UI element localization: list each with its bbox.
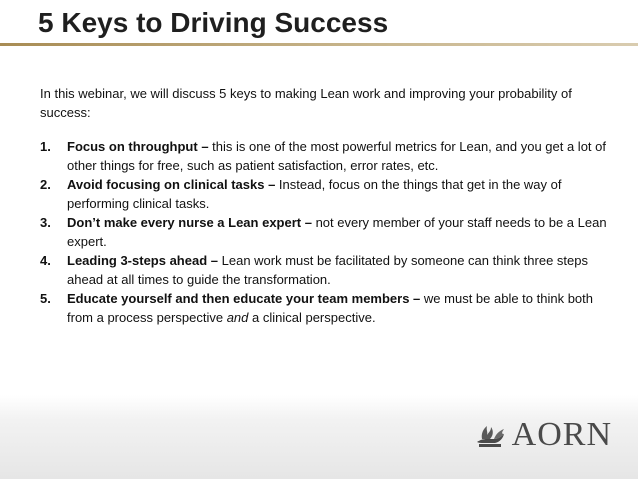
key-separator: – [301, 215, 316, 230]
key-description: Lean work must be facilitated by someone can think three steps ahead at all times to guide the transformation. [67, 253, 588, 287]
key-item-3 [40, 214, 616, 251]
key-separator: – [409, 291, 424, 306]
logo-text: AORN [511, 416, 612, 453]
key-title: Educate yourself and then educate your team members [67, 291, 410, 306]
key-emphasis: and [226, 309, 249, 325]
key-title: Focus on throughput [67, 139, 198, 154]
key-description: Instead, focus on the things that get in the way of performing clinical tasks. [67, 177, 562, 211]
key-description-end: a clinical perspective. [248, 309, 376, 325]
key-separator: – [207, 253, 222, 268]
slide-content [40, 85, 616, 328]
key-number: 2. [40, 177, 51, 192]
slide-title: 5 Keys to Driving Success [38, 7, 389, 38]
key-item-5 [40, 290, 616, 327]
aorn-lamp-icon [474, 420, 510, 450]
intro-text: In this webinar, we will discuss 5 keys to making Lean work and improving your probability of success: [40, 86, 572, 120]
key-separator: – [264, 177, 279, 192]
key-number: 5. [40, 291, 51, 306]
key-body [67, 214, 616, 251]
key-number: 1. [40, 139, 51, 154]
key-title: Avoid focusing on clinical tasks [67, 177, 265, 192]
key-number: 3. [40, 215, 51, 230]
key-title: Leading 3-steps ahead [67, 253, 208, 268]
key-item-1 [40, 138, 616, 175]
key-body [67, 290, 616, 327]
key-body [67, 252, 616, 289]
key-description: we must be able to think both from a process perspective [67, 291, 594, 325]
key-body [67, 176, 616, 213]
key-description: not every member of your staff needs to be a Lean expert. [67, 215, 607, 249]
key-description: this is one of the most powerful metrics for Lean, and you get a lot of other things for free, such as patient satisfaction, error rates, etc. [67, 139, 606, 173]
key-title: Don’t make every nurse a Lean expert [67, 215, 302, 230]
key-body [67, 138, 616, 175]
aorn-logo [474, 416, 612, 453]
keys-list [40, 138, 616, 327]
key-separator: – [197, 139, 213, 154]
title-divider [0, 43, 638, 46]
key-number: 4. [40, 253, 51, 268]
key-item-4 [40, 252, 616, 289]
key-item-2 [40, 176, 616, 213]
